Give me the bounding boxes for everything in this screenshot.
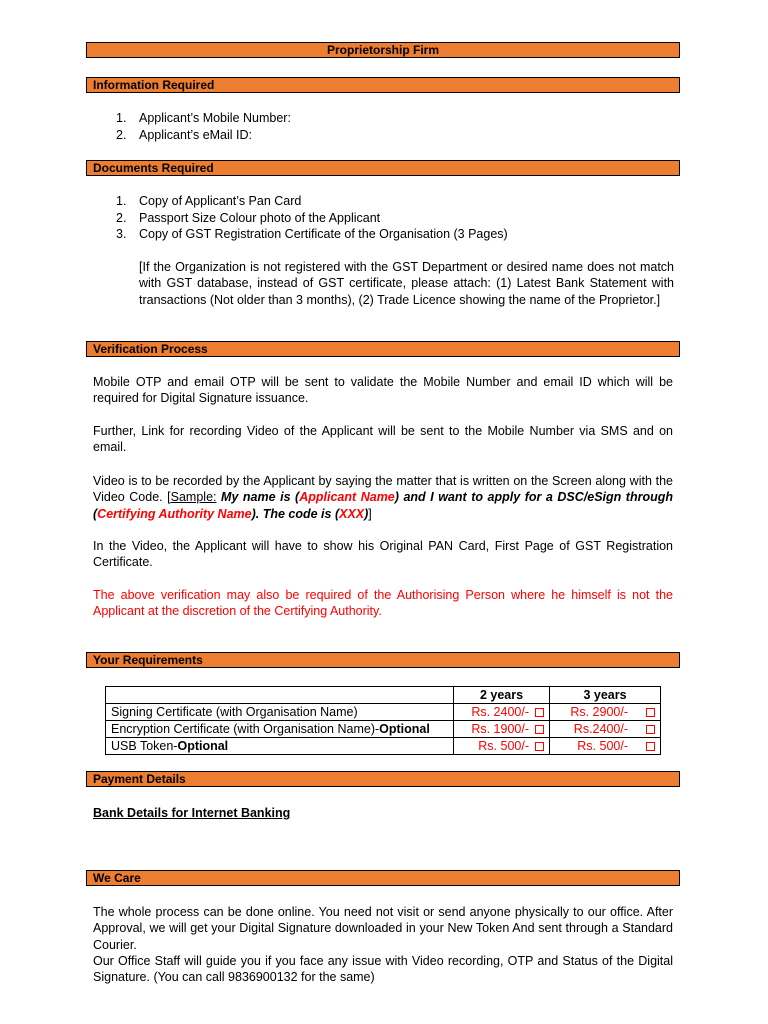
section-heading-documents: Documents Required [86, 160, 680, 176]
checkbox[interactable] [646, 708, 655, 717]
list-item: 3. Copy of GST Registration Certificate of the Organisation (3 Pages) [116, 227, 508, 241]
table-header-2-years: 2 years [454, 687, 550, 704]
requirement-item: USB Token-Optional [106, 738, 454, 755]
list-item: 1. Copy of Applicant’s Pan Card [116, 194, 302, 208]
requirements-table [105, 686, 661, 755]
price-3-years: Rs.2400/- [550, 721, 661, 738]
checkbox[interactable] [535, 742, 544, 751]
bank-details-heading: Bank Details for Internet Banking [93, 806, 291, 820]
price-3-years: Rs. 500/- [550, 738, 661, 755]
section-heading-requirements: Your Requirements [86, 652, 680, 668]
price-3-years: Rs. 2900/- [550, 704, 661, 721]
video-code-placeholder: XXX [339, 506, 365, 521]
table-row [106, 704, 661, 721]
we-care-paragraph-process: The whole process can be done online. You need not visit or send anyone physically to our office. After Approval, we will get your Digital Signature downloaded in your New Token And sent through a Standard Courier. [93, 905, 673, 952]
checkbox[interactable] [646, 725, 655, 734]
verification-paragraph-link: Further, Link for recording Video of the Applicant will be sent to the Mobile Number via SMS and on email. [93, 424, 673, 455]
section-heading-verification: Verification Process [86, 341, 680, 357]
we-care-paragraph-staff: Our Office Staff will guide you if you face any issue with Video recording, OTP and Status of the Digital Signature. (You can call 9836900132 for the same) [93, 954, 673, 985]
section-heading-we-care: We Care [86, 870, 680, 886]
list-item: 2. Passport Size Colour photo of the Applicant [116, 210, 381, 225]
list-item: 2. Applicant’s eMail ID: [116, 127, 253, 142]
documents-list [116, 193, 508, 243]
applicant-name-placeholder: Applicant Name [299, 490, 395, 505]
requirement-item: Signing Certificate (with Organisation Name) [106, 704, 454, 721]
checkbox[interactable] [535, 708, 544, 717]
price-2-years: Rs. 1900/- [454, 721, 550, 738]
table-header-3-years: 3 years [550, 687, 661, 704]
table-row [106, 738, 661, 755]
section-heading-information: Information Required [86, 77, 680, 93]
price-2-years: Rs. 2400/- [454, 704, 550, 721]
list-item: 1. Applicant’s Mobile Number: [116, 111, 291, 125]
documents-note: [If the Organization is not registered with the GST Department or desired name does not match with GST database, instead of GST certificate, please attach: (1) Latest Bank Statement with transactions (Not older than 3 months), (2) Trade Licence showing the name of the Proprietor.] [139, 260, 674, 307]
table-header-item [106, 687, 454, 704]
table-row [106, 721, 661, 738]
certifying-authority-placeholder: Certifying Authority Name [97, 506, 252, 521]
checkbox[interactable] [535, 725, 544, 734]
information-list [116, 110, 291, 143]
section-heading-payment: Payment Details [86, 771, 680, 787]
verification-paragraph-otp: Mobile OTP and email OTP will be sent to validate the Mobile Number and email ID which will be required for Digital Signature issuance. [93, 375, 673, 406]
verification-paragraph-video: Video is to be recorded by the Applicant by saying the matter that is written on the Screen along with the Video Code. [Sample: My name is (Applicant Name) and I want to apply for a DSC/eSign through (Certifying Authority Name). The code is (XXX)] [93, 474, 674, 521]
table-header-row [106, 687, 661, 704]
requirement-item: Encryption Certificate (with Organisation Name)-Optional [106, 721, 454, 738]
sample-label: Sample: [170, 490, 217, 505]
checkbox[interactable] [646, 742, 655, 751]
verification-paragraph-authorising: The above verification may also be required of the Authorising Person where he himself is not the Applicant at the discretion of the Certifying Authority. [93, 588, 673, 619]
price-2-years: Rs. 500/- [454, 738, 550, 755]
page-title: Proprietorship Firm [86, 42, 680, 58]
verification-paragraph-pan: In the Video, the Applicant will have to show his Original PAN Card, First Page of GST Registration Certificate. [93, 539, 673, 570]
